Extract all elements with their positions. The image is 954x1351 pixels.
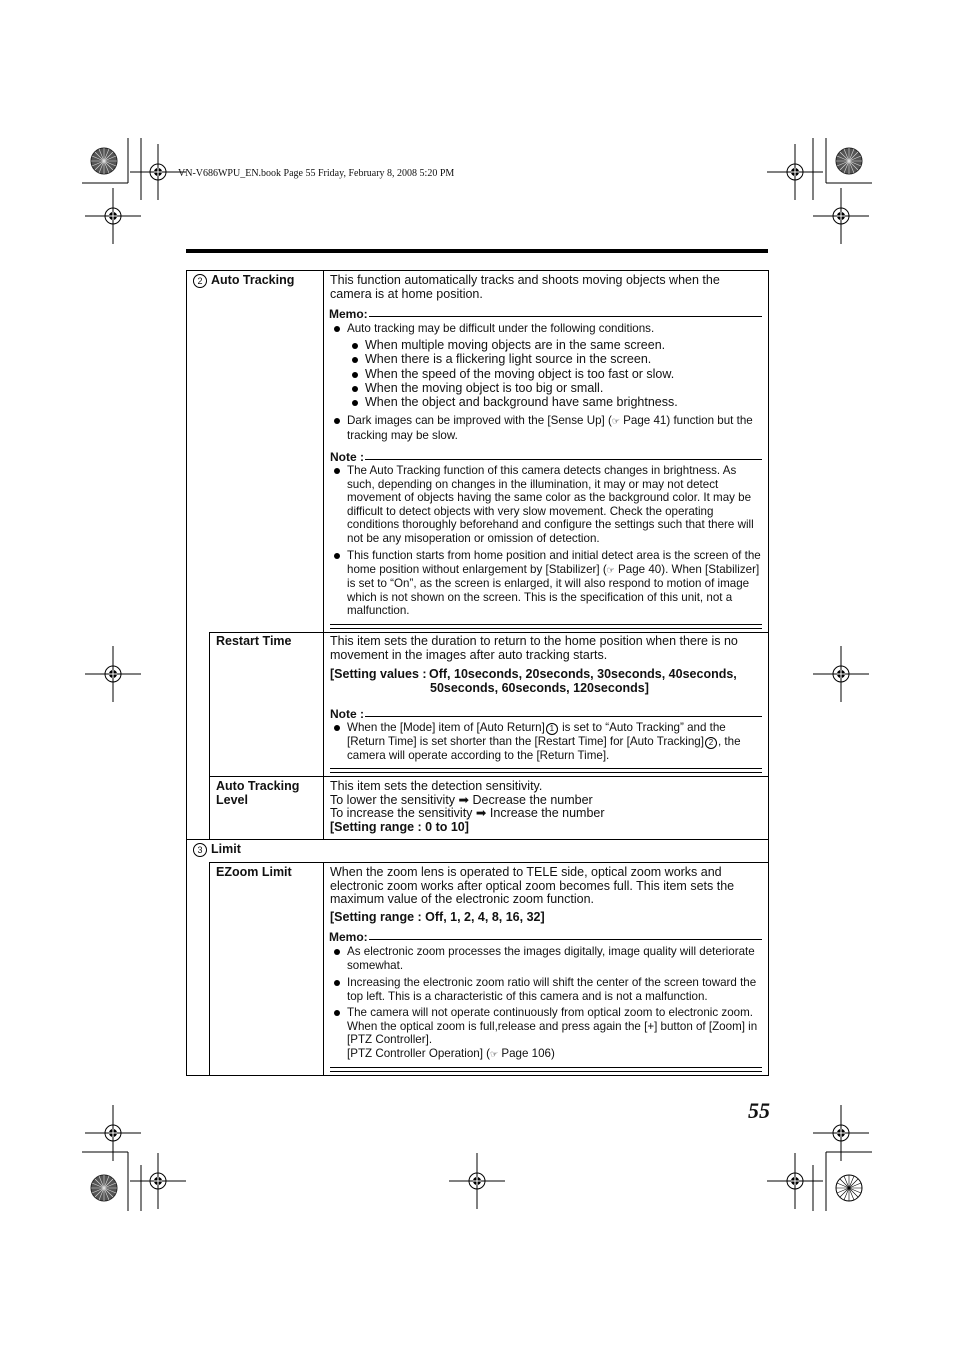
auto-tracking-memo-heading xyxy=(329,307,762,321)
section-end-rule xyxy=(330,1067,762,1072)
ezoom-memo-item: Increasing the electronic zoom ratio will shift the center of the screen toward the top left. This is a characteristic of this camera and is not a malfunction. xyxy=(334,976,762,1004)
page-reference-icon: ☞ xyxy=(611,416,620,426)
auto-tracking-description: This function automatically tracks and shoots moving objects when the camera is at home position. xyxy=(330,273,720,301)
condition-item: When there is a flickering light source in the screen. xyxy=(352,353,752,367)
condition-item: When multiple moving objects are in the same screen. xyxy=(352,339,752,353)
memo-item-conditions: Auto tracking may be difficult under the following conditions. xyxy=(334,322,762,336)
memo-label: Memo: xyxy=(329,930,368,944)
auto-tracking-label xyxy=(193,274,294,288)
arrow-right-icon: ➡ xyxy=(475,806,487,820)
condition-item: When the speed of the moving object is too fast or slow. xyxy=(352,368,752,382)
note-item-brightness: The Auto Tracking function of this camera detects changes in brightness. As such, depending on changes in the illumination, it may or may not detect movement of objects having the same color as the background color. It may be difficult to detect objects with very slow movement. Check the operating conditions thoroughly beforehand and configure the settings such that there will not be any misoperation or omission of detection. xyxy=(334,464,762,546)
restart-time-note-heading xyxy=(330,707,762,721)
restart-time-setting-key: [Setting values : xyxy=(330,667,427,681)
note-label: Note : xyxy=(330,707,364,721)
restart-time-setting-values-2: 50seconds, 60seconds, 120seconds] xyxy=(430,681,649,695)
auto-tracking-level-line1: This item sets the detection sensitivity. xyxy=(330,779,543,793)
restart-time-label: Restart Time xyxy=(216,634,292,648)
section-end-rule xyxy=(330,624,762,629)
top-rule xyxy=(186,249,768,253)
auto-tracking-title: Auto Tracking xyxy=(211,273,295,287)
memo-label: Memo: xyxy=(329,307,368,321)
section-end-rule xyxy=(330,768,762,773)
memo-item-sense-up: Dark images can be improved with the [Sense Up] (☞ Page 41) function but the tracking may be slow. xyxy=(334,414,762,442)
file-info-header: VN-V686WPU_EN.book Page 55 Friday, February 8, 2008 5:20 PM xyxy=(178,168,455,179)
note-item-home-position: This function starts from home position and initial detect area is the screen of the home position without enlargement by [Stabilizer] (☞ Page 40). When [Stabilizer] is set to “On”, as the screen is enlarged, it will also respond to motion of image which is not shown on the screen. This is the specification of this unit, not a malfunction. xyxy=(334,549,762,619)
auto-tracking-level-setting: [Setting range : 0 to 10] xyxy=(330,820,469,834)
limit-title: Limit xyxy=(211,842,241,856)
auto-tracking-level-line3: To increase the sensitivity ➡ Increase the number xyxy=(330,806,605,820)
page-reference-icon: ☞ xyxy=(606,564,615,575)
auto-tracking-note-heading xyxy=(330,450,762,464)
restart-time-note-item: When the [Mode] item of [Auto Return] 1 is set to “Auto Tracking” and the [Return Time] is set shorter than the [Restart Time] for [Auto Tracking] 2 , the camera will operate according to the [Return Time]. xyxy=(334,721,762,763)
ezoom-memo-heading xyxy=(329,930,762,944)
condition-item: When the object and background have same brightness. xyxy=(352,396,752,410)
arrow-right-icon: ➡ xyxy=(458,793,470,807)
auto-tracking-level-label: Auto Tracking Level xyxy=(216,779,300,807)
ezoom-limit-description: When the zoom lens is operated to TELE side, optical zoom works and electronic zoom works after optical zoom becomes full. This item sets the maximum value of the electronic zoom function. xyxy=(330,865,735,906)
ezoom-limit-setting: [Setting range : Off, 1, 2, 4, 8, 16, 32] xyxy=(330,910,545,924)
auto-tracking-level-line2: To lower the sensitivity ➡ Decrease the number xyxy=(330,793,593,807)
section-number-badge: 2 xyxy=(193,274,207,288)
page-number: 55 xyxy=(748,1098,770,1123)
limit-label xyxy=(193,843,241,857)
restart-time-description: This item sets the duration to return to the home position when there is no movement in the images after auto tracking starts. xyxy=(330,634,738,662)
ezoom-memo-item: As electronic zoom processes the images digitally, image quality will deteriorate somewhat. xyxy=(334,945,762,973)
restart-time-setting-values-1: Off, 10seconds, 20seconds, 30seconds, 40seconds, xyxy=(429,667,737,681)
condition-item: When the moving object is too big or small. xyxy=(352,382,752,396)
ezoom-limit-label: EZoom Limit xyxy=(216,865,292,879)
page-reference-icon: ☞ xyxy=(490,1048,499,1059)
note-label: Note : xyxy=(330,450,364,464)
ezoom-memo-item: The camera will not operate continuously from optical zoom to electronic zoom. When the optical zoom is full,release and press again the [+] button of [Zoom] in [PTZ Controller]. [PTZ Controller Operation] (☞ Page 106) xyxy=(334,1006,762,1062)
section-number-badge: 3 xyxy=(193,843,207,857)
